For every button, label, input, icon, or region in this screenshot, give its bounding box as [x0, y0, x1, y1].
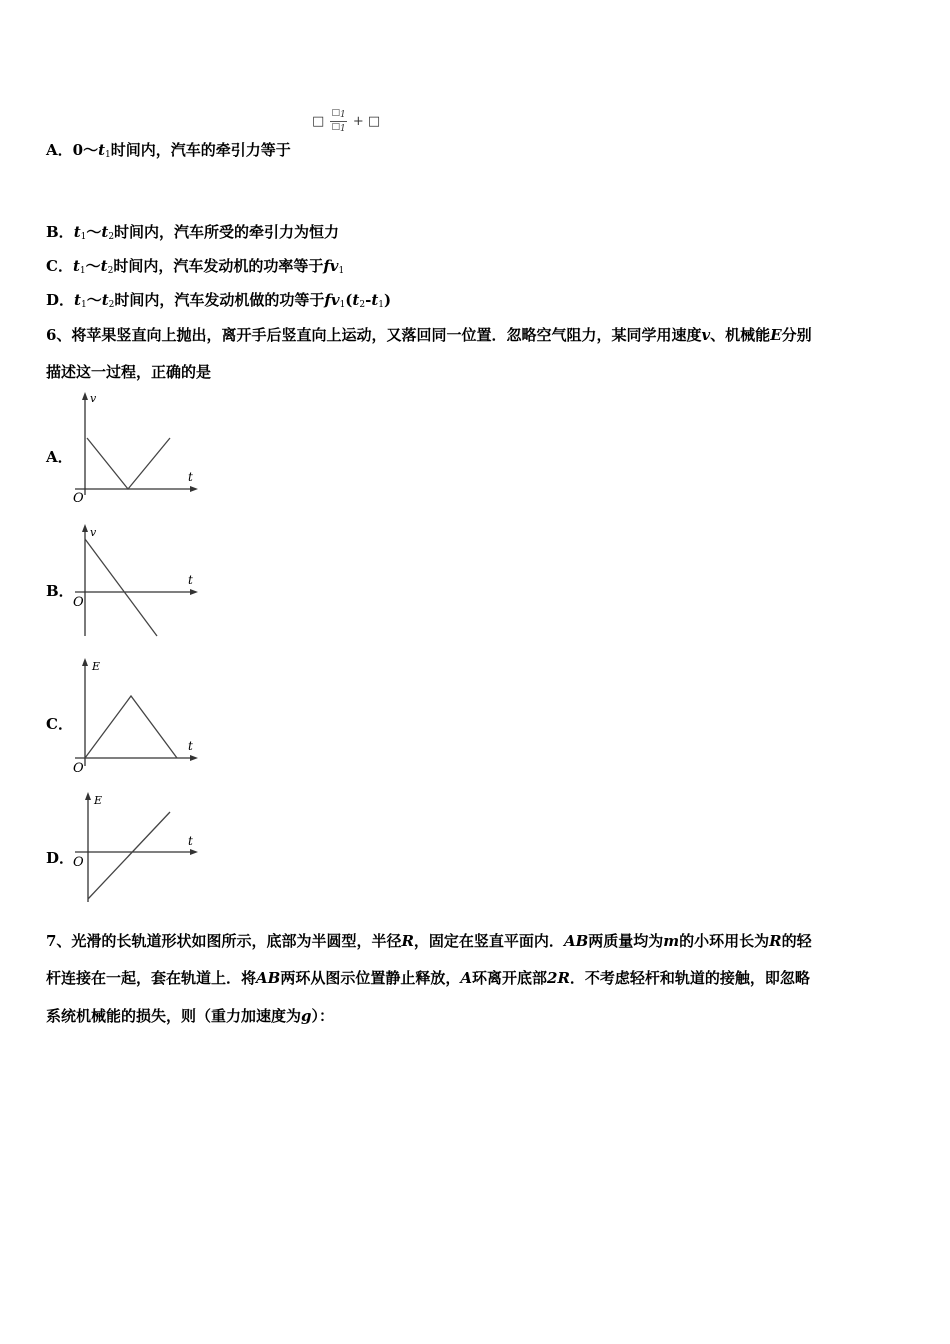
curve	[85, 539, 157, 636]
q6-stem-line1: 6、将苹果竖直向上抛出，离开手后竖直向上运动，又落回同一位置．忽略空气阻力，某同学用速度v、机械能E分别	[46, 326, 812, 344]
formula-box: □	[367, 114, 381, 129]
x-axis-arrow	[190, 589, 198, 595]
curve	[88, 812, 170, 899]
q6-option-c-label: C．	[46, 715, 73, 733]
origin-label: O	[73, 855, 84, 870]
q5-option-b: B．$t_1\sim t_2$时间内，汽车所受的牵引力为恒力	[46, 223, 340, 242]
q6-option-c-graph	[70, 656, 205, 774]
q6-option-a-label: A．	[46, 448, 73, 466]
y-axis-label: E	[92, 660, 101, 673]
origin-label: O	[73, 761, 84, 776]
x-axis-label: t	[188, 470, 193, 484]
q5-option-d: D．$t_1\sim t_2$时间内，汽车发动机做的功等于$fv_1(t_2-t_1)$	[46, 291, 392, 310]
y-axis-arrow	[82, 658, 88, 666]
y-axis-arrow	[85, 792, 91, 800]
q6-option-b-label: B．	[46, 582, 74, 600]
curve	[85, 696, 177, 758]
y-axis-label: E	[94, 794, 103, 807]
q7-stem-line3: 系统机械能的损失，则（重力加速度为g）：	[46, 1007, 335, 1025]
formula-plus: +	[352, 114, 364, 129]
y-axis-arrow	[82, 392, 88, 400]
y-axis-label: v	[90, 392, 97, 405]
q6-option-a-graph	[70, 390, 205, 505]
formula-box: □	[312, 114, 325, 129]
q7-stem-line1: 7、光滑的长轨道形状如图所示，底部为半圆型，半径R，固定在竖直平面内．AB两质量均为m的小环用长为R的轻	[46, 932, 812, 950]
q6-stem-line2: 描述这一过程，正确的是	[46, 363, 212, 381]
origin-label: O	[73, 595, 84, 610]
q6-option-d-label: D．	[46, 849, 75, 867]
origin-label: O	[73, 491, 84, 506]
q6-option-d-graph	[70, 790, 205, 905]
x-axis-arrow	[190, 849, 198, 855]
formula-fraction	[330, 108, 346, 135]
fraction-numerator: $□_1$	[331, 108, 346, 120]
q5-option-a: A．$0\sim t_1$时间内，汽车的牵引力等于	[46, 141, 291, 160]
x-axis-label: t	[188, 739, 193, 753]
x-axis-arrow	[190, 486, 198, 492]
x-axis-label: t	[188, 573, 193, 587]
curve	[87, 438, 170, 489]
q5-option-c: C．$t_1\sim t_2$时间内，汽车发动机的功率等于$fv_1$	[46, 257, 345, 276]
q7-stem-line2: 杆连接在一起，套在轨道上．将AB两环从图示位置静止释放，A环离开底部2R．不考虑轻杆和轨道的接触，即忽略	[46, 969, 810, 987]
fraction-denominator: $□_1$	[331, 122, 346, 134]
y-axis-arrow	[82, 524, 88, 532]
x-axis-label: t	[188, 834, 193, 848]
q6-option-b-graph	[70, 522, 205, 640]
formula-image	[312, 108, 380, 135]
x-axis-arrow	[190, 755, 198, 761]
y-axis-label: v	[90, 526, 97, 539]
